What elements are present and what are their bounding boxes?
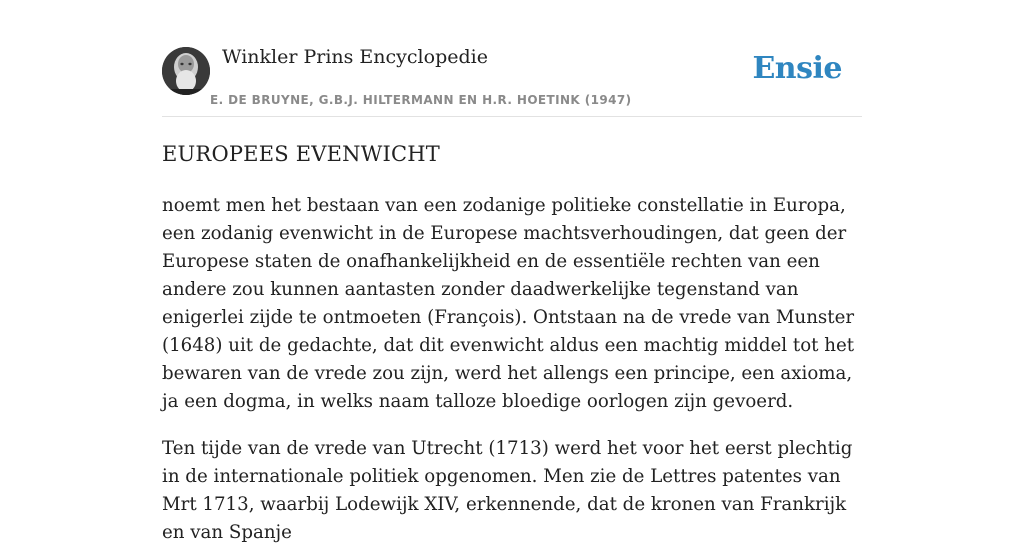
publication-title[interactable]: Winkler Prins Encyclopedie <box>222 46 488 68</box>
entry-title: EUROPEES EVENWICHT <box>162 142 440 166</box>
publication-header <box>162 0 862 117</box>
entry-paragraph: noemt men het bestaan van een zodanige politieke constellatie in Europa, een zodanig evenwicht in de Europese machtsverhoudingen, dat geen der Europese staten de onafhankelijkheid en de essentiële rechten van een andere zou kunnen aantasten zonder daadwerkelijke tegenstand van enigerlei zijde te ontmoeten (François). Ontstaan na de vrede van Munster (1648) uit de gedachte, dat dit evenwicht aldus een machtig middel tot het bewaren van de vrede zou zijn, werd het allengs een principe, een axioma, ja een dogma, in welks naam talloze bloedige oorlogen zijn gevoerd. <box>162 195 855 412</box>
brand-logo[interactable]: Ensie <box>752 51 842 86</box>
author-portrait-icon <box>162 47 210 95</box>
author-avatar[interactable] <box>162 47 210 95</box>
encyclopedia-page <box>162 0 862 543</box>
entry-paragraph: Ten tijde van de vrede van Utrecht (1713) werd het voor het eerst plechtig in de internationale politiek opgenomen. Men zie de Lettres patentes van Mrt 1713, waarbij Lodewijk XIV, erkennende, dat de kronen van Frankrijk en van Spanje <box>162 438 853 543</box>
publication-authors: E. DE BRUYNE, G.B.J. HILTERMANN EN H.R. HOETINK (1947) <box>210 93 632 107</box>
